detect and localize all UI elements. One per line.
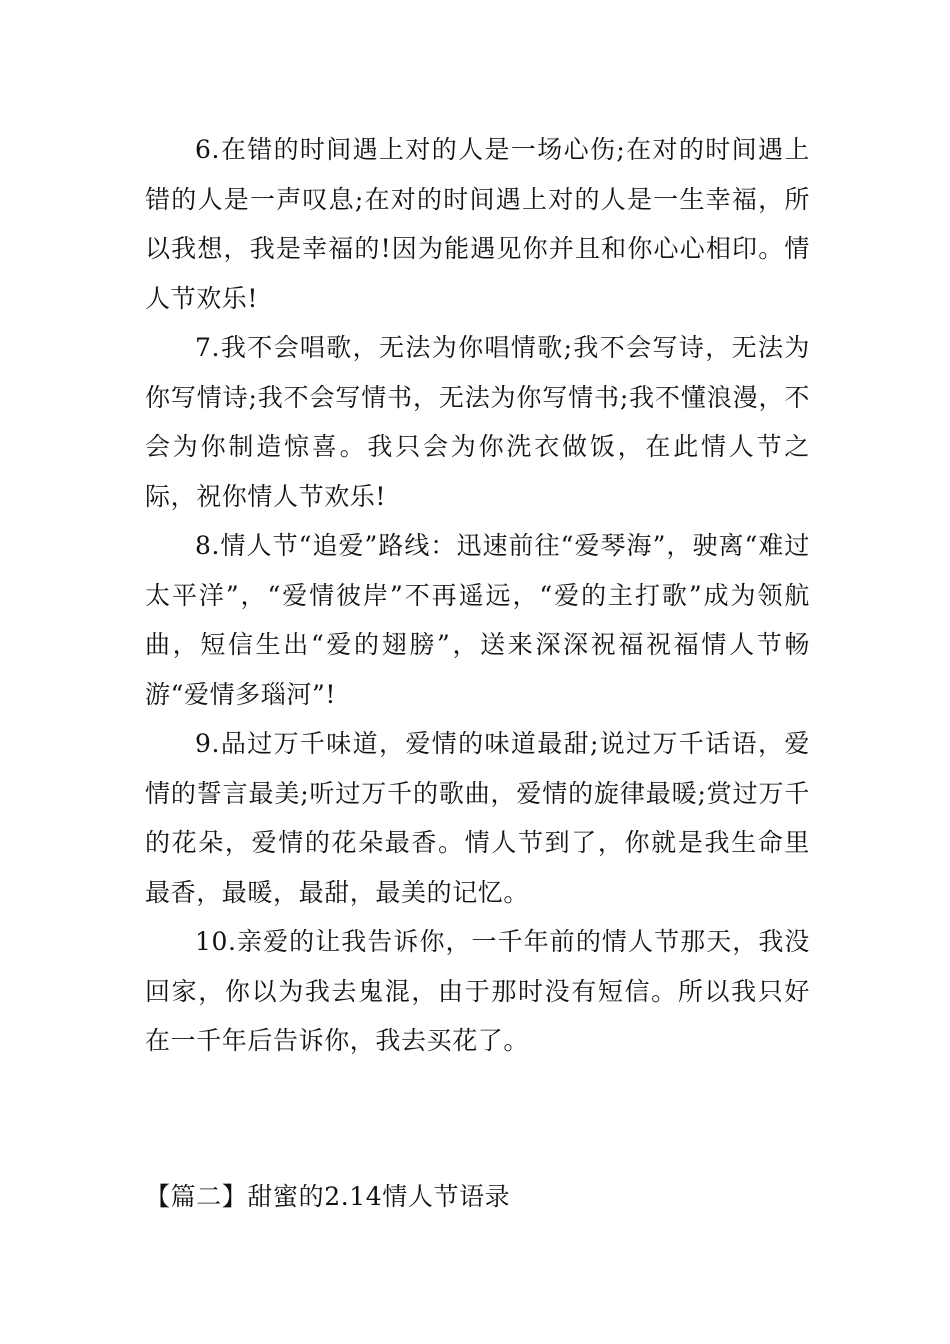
section-heading: 【篇二】甜蜜的2.14情人节语录 — [145, 1182, 511, 1211]
document-body — [145, 125, 810, 1066]
paragraph-6: 6.在错的时间遇上对的人是一场心伤;在对的时间遇上错的人是一声叹息;在对的时间遇上对的人是一生幸福，所以我想，我是幸福的!因为能遇见你并且和你心心相印。情人节欢乐! — [145, 135, 810, 313]
paragraph-7: 7.我不会唱歌，无法为你唱情歌;我不会写诗，无法为你写情诗;我不会写情书，无法为你写情书;我不懂浪漫，不会为你制造惊喜。我只会为你洗衣做饭，在此情人节之际，祝你情人节欢乐! — [145, 333, 810, 511]
paragraph-9: 9.品过万千味道，爱情的味道最甜;说过万千话语，爱情的誓言最美;听过万千的歌曲，爱情的旋律最暖;赏过万千的花朵，爱情的花朵最香。情人节到了，你就是我生命里最香，最暖，最甜，最美的记忆。 — [145, 729, 810, 907]
paragraph-10: 10.亲爱的让我告诉你，一千年前的情人节那天，我没回家，你以为我去鬼混，由于那时没有短信。所以我只好在一千年后告诉你，我去买花了。 — [145, 927, 810, 1055]
paragraph-8: 8.情人节“追爱”路线：迅速前往“爱琴海”，驶离“难过太平洋”，“爱情彼岸”不再遥远，“爱的主打歌”成为领航曲，短信生出“爱的翅膀”，送来深深祝福祝福情人节畅游“爱情多瑙河”! — [145, 531, 810, 709]
